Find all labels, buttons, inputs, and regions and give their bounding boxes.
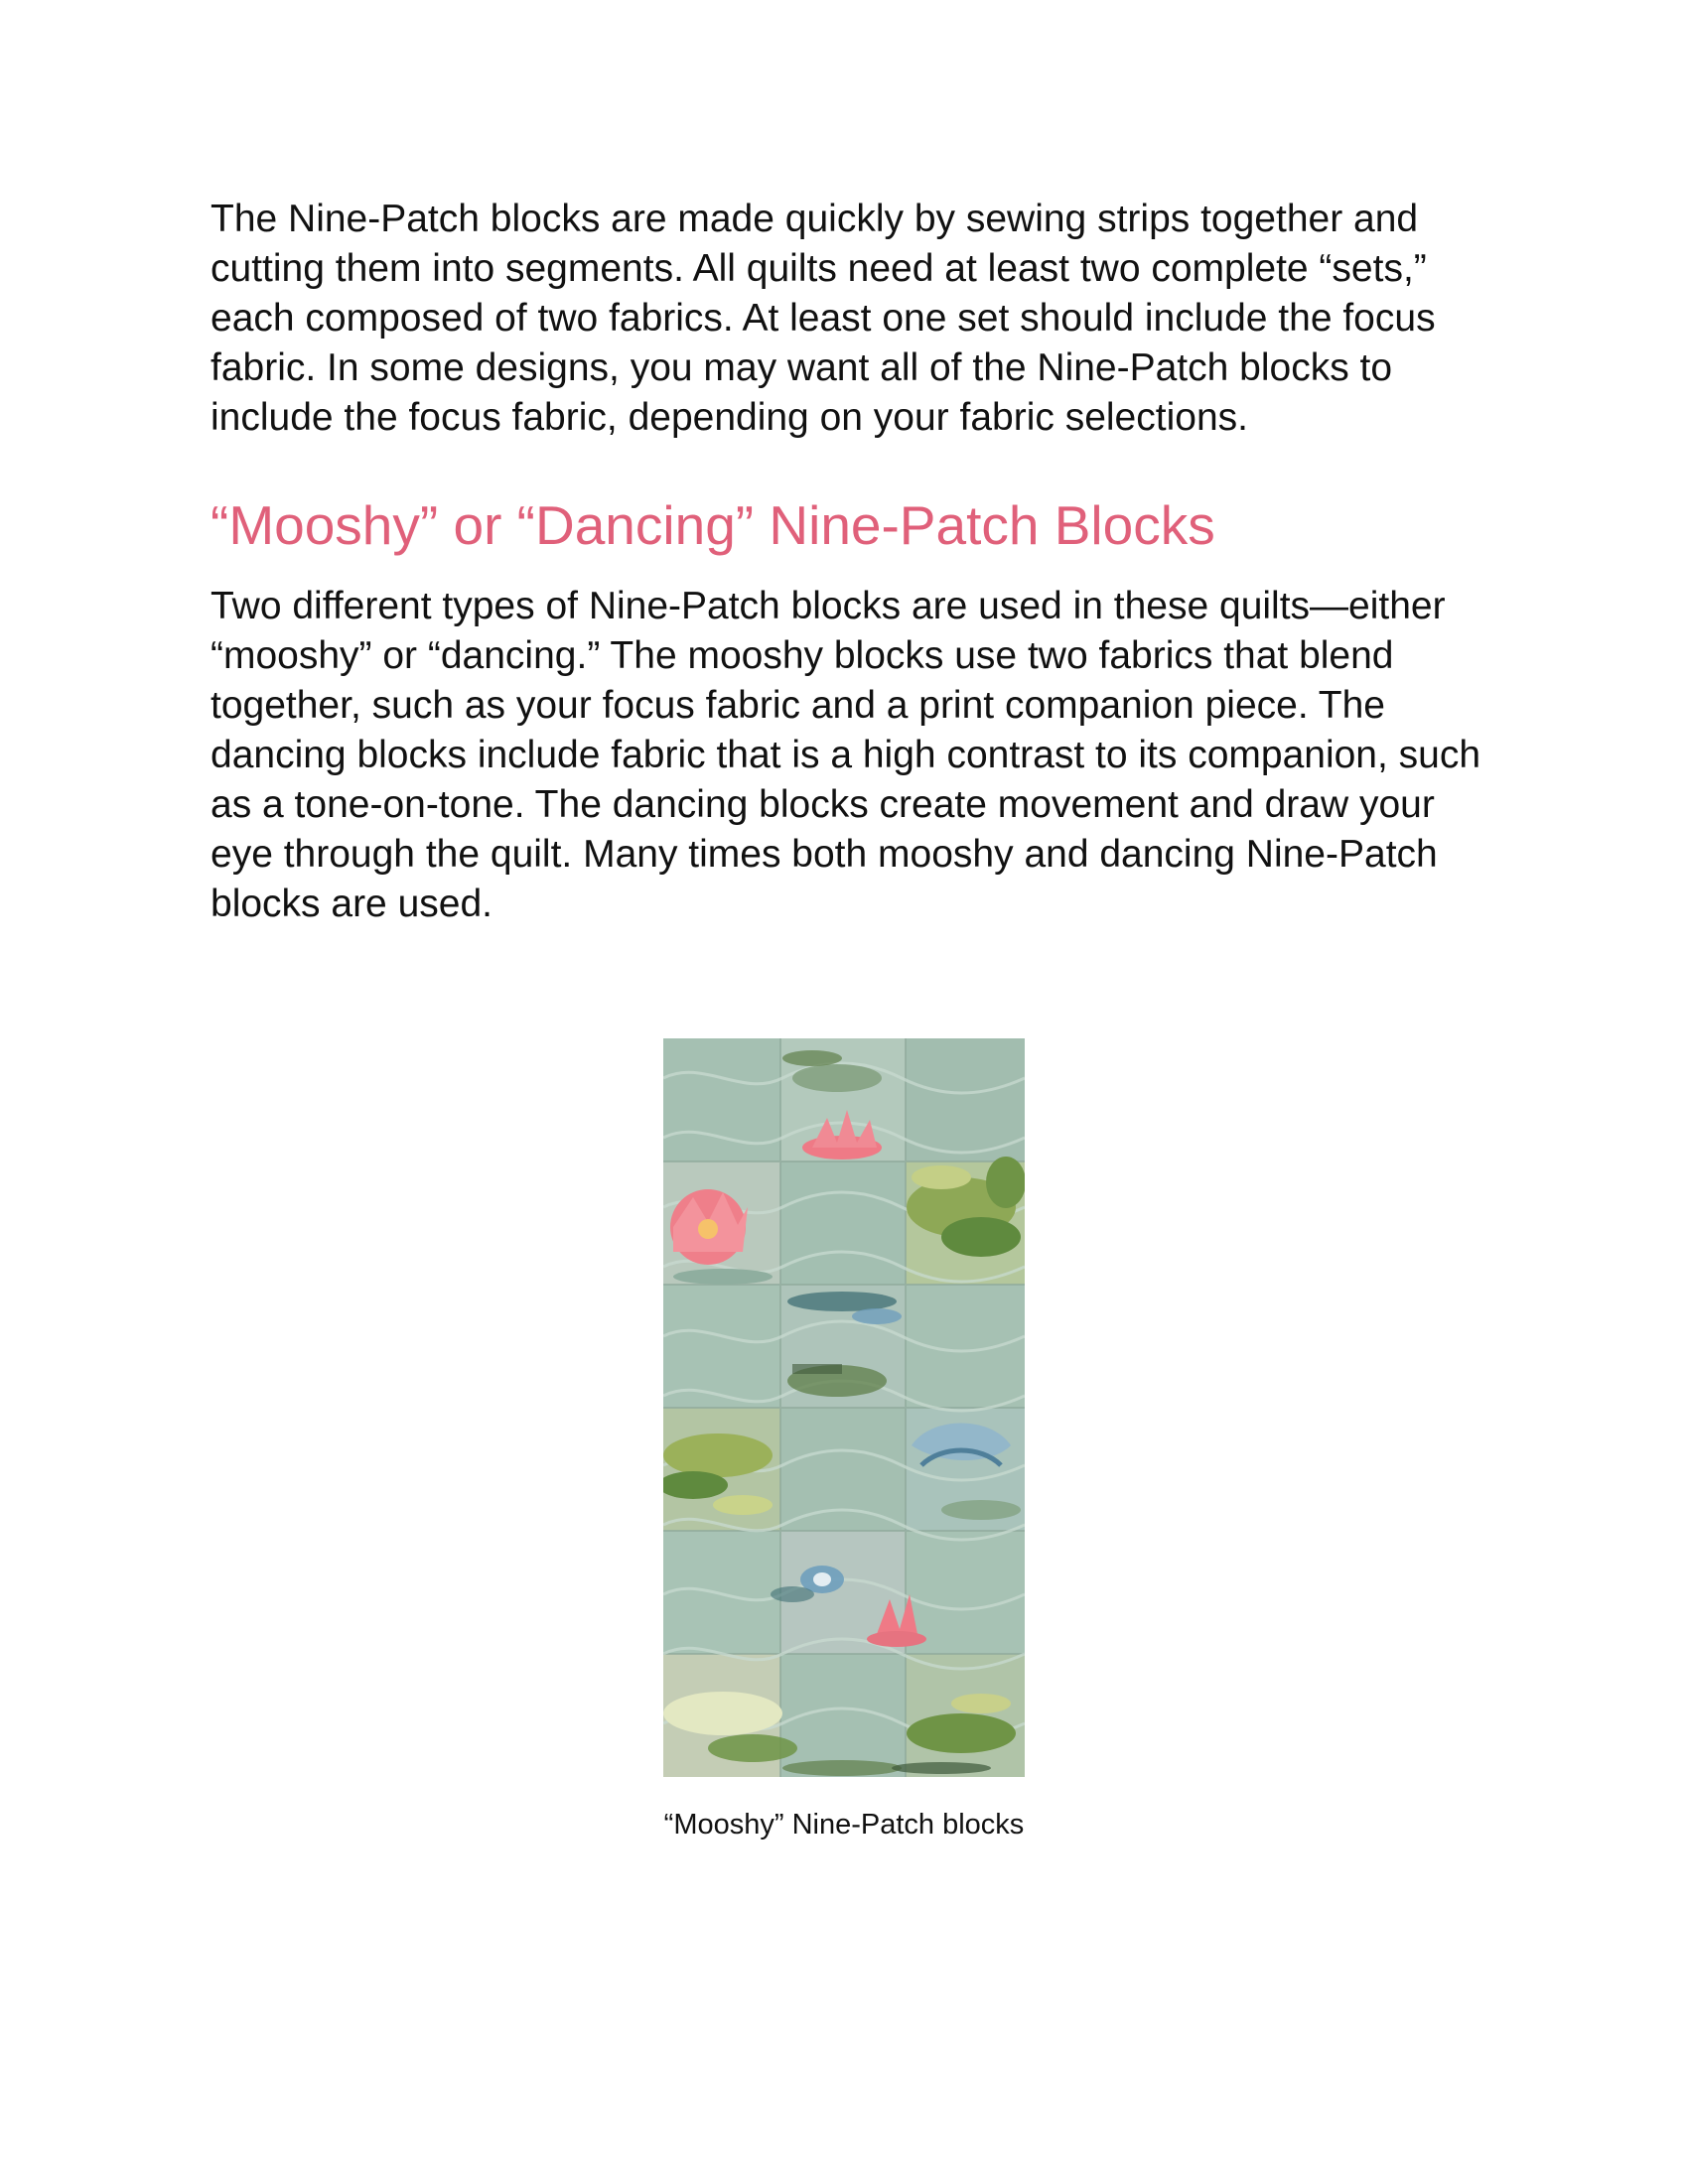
figure-caption: “Mooshy” Nine-Patch blocks [663, 1809, 1025, 1841]
patch [780, 1161, 906, 1285]
page-content [211, 195, 1491, 929]
patch [906, 1531, 1025, 1654]
patch [663, 1531, 780, 1654]
nine-patch-photo [663, 1038, 1025, 1777]
section-heading: “Mooshy” or “Dancing” Nine-Patch Blocks [211, 494, 1215, 556]
body-paragraph: Two different types of Nine-Patch blocks are used in these quilts—either “mooshy” or “dancing.” The mooshy blocks use two fabrics that blend together, such as your focus fabric and a print companion piece. The dancing blocks include fabric that is a high contrast to its companion, such as a tone-on-tone. The dancing blocks create movement and draw your eye through the quilt. Many times both mooshy and dancing Nine-Patch blocks are used. [211, 585, 1481, 925]
quilt-image [663, 1038, 1025, 1777]
patch [906, 1038, 1025, 1161]
intro-paragraph: The Nine-Patch blocks are made quickly by sewing strips together and cutting them into segments. All quilts need at least two complete “sets,” each composed of two fabrics. At least one set should include the focus fabric. In some designs, you may want all of the Nine-Patch blocks to include the focus fabric, depending on your fabric selections. [211, 198, 1436, 439]
patch [780, 1408, 906, 1531]
